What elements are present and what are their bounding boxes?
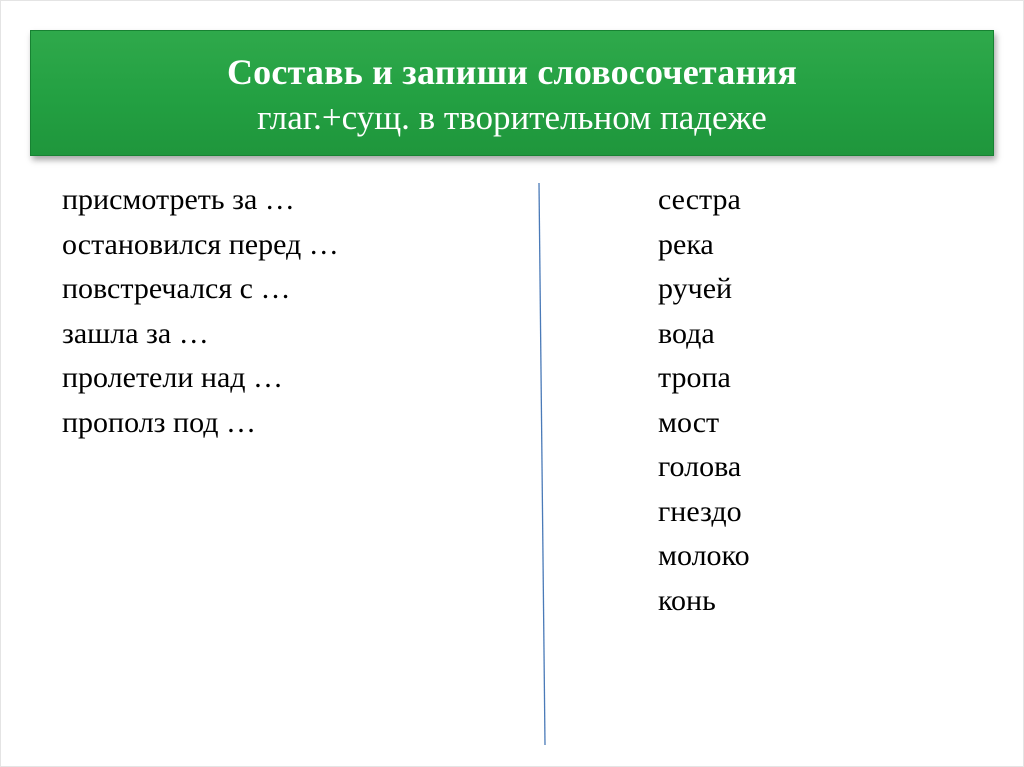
noun-item: сестра	[658, 183, 741, 216]
noun-item: река	[658, 227, 714, 261]
noun-item: ручей	[658, 272, 733, 305]
verb-phrase-item: прополз под …	[62, 405, 256, 439]
noun-item: вода	[658, 316, 715, 350]
verb-phrase-item: зашла за …	[62, 316, 209, 350]
title-line-2: глаг.+сущ. в творительном падеже	[257, 98, 767, 137]
noun-item: тропа	[658, 361, 731, 394]
noun-item: конь	[658, 583, 716, 617]
verb-phrase-item: остановился перед …	[62, 227, 339, 261]
verb-phrase-item: присмотреть за …	[62, 183, 295, 216]
divider-line	[539, 183, 545, 745]
title-line-1: Составь и запиши словосочетания	[226, 52, 798, 92]
noun-item: мост	[658, 405, 720, 439]
noun-item: молоко	[658, 539, 750, 572]
title-banner	[30, 30, 994, 156]
noun-list	[658, 178, 750, 623]
noun-item: гнездо	[658, 494, 742, 528]
verb-phrase-list	[62, 178, 339, 445]
verb-phrase-item: пролетели над …	[62, 361, 284, 394]
verb-phrase-item: повстречался с …	[62, 272, 291, 305]
noun-item: голова	[658, 450, 742, 483]
